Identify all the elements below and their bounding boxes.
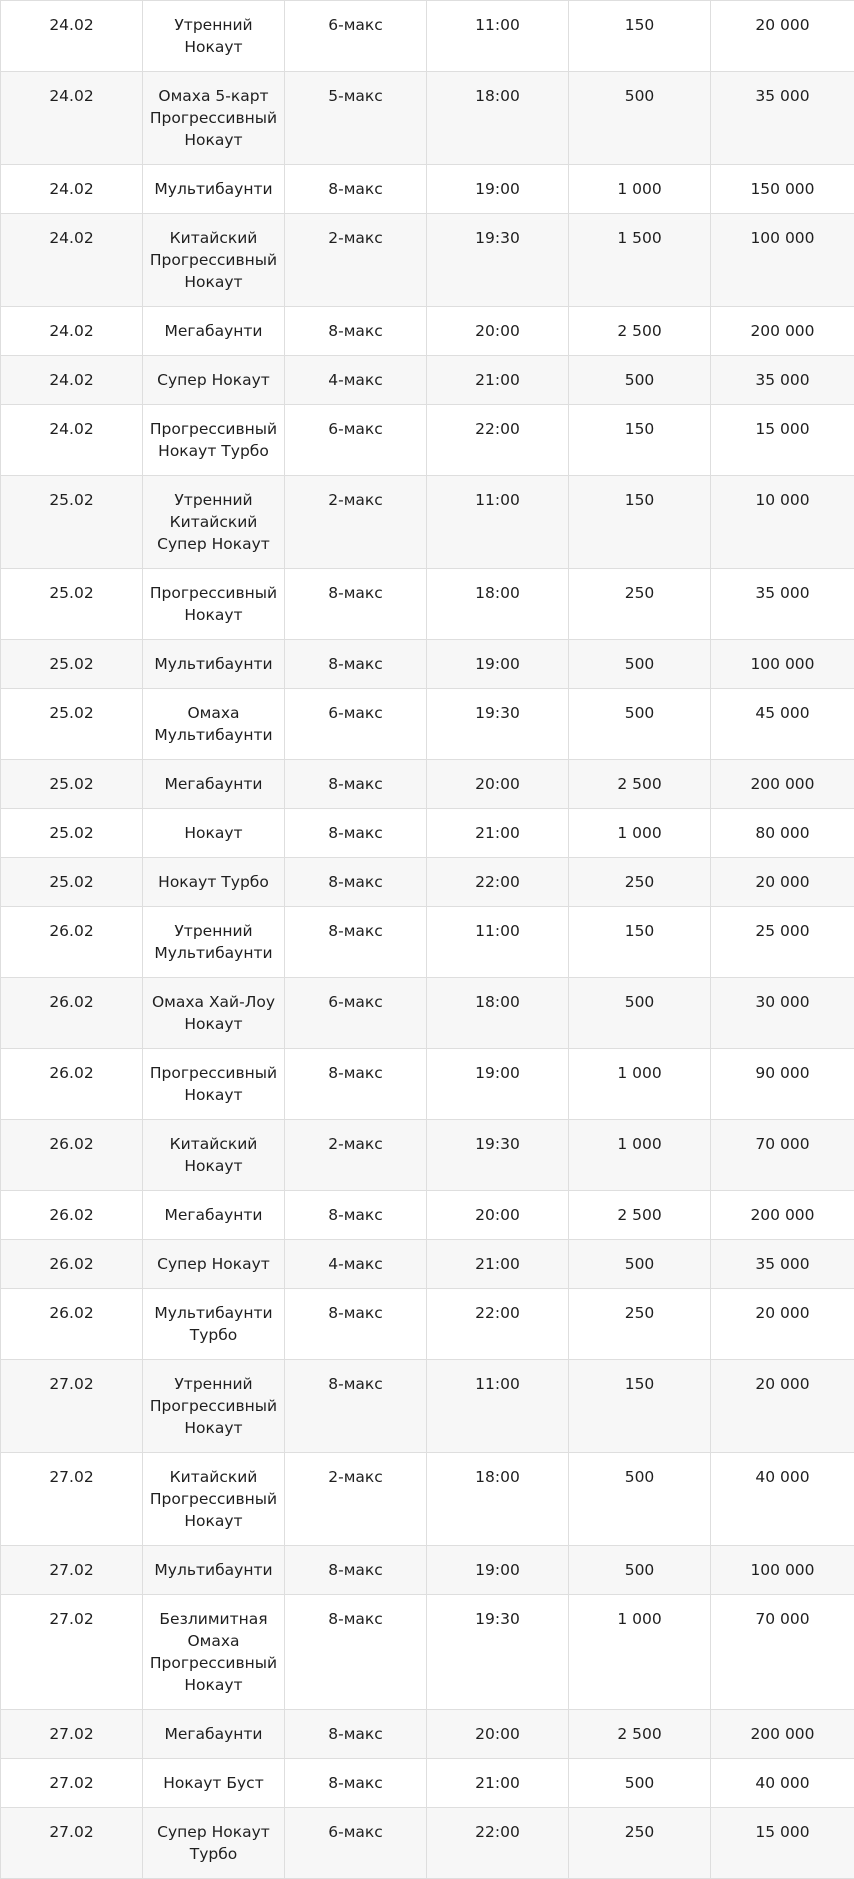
table-format-cell: 8-макс (285, 165, 427, 214)
table-row (1, 858, 854, 907)
buyin-cell: 150 (569, 1, 711, 72)
buyin-cell: 1 000 (569, 1120, 711, 1191)
table-format-cell: 6-макс (285, 405, 427, 476)
tournament-name-line: Китайский (149, 227, 278, 249)
buyin-cell: 500 (569, 1240, 711, 1289)
buyin-cell: 1 000 (569, 1595, 711, 1710)
start-time-cell: 21:00 (427, 809, 569, 858)
guarantee-cell: 20 000 (711, 858, 854, 907)
guarantee-cell: 70 000 (711, 1120, 854, 1191)
guarantee-cell: 80 000 (711, 809, 854, 858)
tournament-name-line: Омаха (149, 702, 278, 724)
tournament-name-line: Нокаут Турбо (149, 440, 278, 462)
tournament-name-line: Безлимитная (149, 1608, 278, 1630)
start-time-cell: 20:00 (427, 1191, 569, 1240)
tournament-name-line: Мультибаунти (149, 653, 278, 675)
date-cell: 27.02 (1, 1453, 143, 1546)
table-row (1, 689, 854, 760)
table-row (1, 1710, 854, 1759)
guarantee-cell: 25 000 (711, 907, 854, 978)
table-row (1, 72, 854, 165)
tournament-name-line: Мультибаунти (149, 1559, 278, 1581)
start-time-cell: 11:00 (427, 476, 569, 569)
date-cell: 25.02 (1, 760, 143, 809)
tournament-name-line: Нокаут (149, 1674, 278, 1696)
tournament-name-cell (143, 1710, 285, 1759)
start-time-cell: 22:00 (427, 858, 569, 907)
buyin-cell: 2 500 (569, 760, 711, 809)
buyin-cell: 500 (569, 1453, 711, 1546)
table-format-cell: 4-макс (285, 356, 427, 405)
buyin-cell: 150 (569, 476, 711, 569)
date-cell: 24.02 (1, 405, 143, 476)
tournament-name-line: Утренний (149, 920, 278, 942)
tournament-name-cell (143, 760, 285, 809)
date-cell: 25.02 (1, 858, 143, 907)
date-cell: 27.02 (1, 1759, 143, 1808)
start-time-cell: 19:00 (427, 165, 569, 214)
tournament-name-cell (143, 1049, 285, 1120)
buyin-cell: 1 000 (569, 165, 711, 214)
date-cell: 26.02 (1, 1289, 143, 1360)
buyin-cell: 500 (569, 640, 711, 689)
start-time-cell: 20:00 (427, 307, 569, 356)
tournament-name-line: Прогрессивный (149, 1062, 278, 1084)
start-time-cell: 21:00 (427, 1759, 569, 1808)
tournament-name-line: Прогрессивный (149, 1652, 278, 1674)
table-row (1, 165, 854, 214)
tournament-name-line: Нокаут (149, 1510, 278, 1532)
date-cell: 25.02 (1, 569, 143, 640)
date-cell: 27.02 (1, 1360, 143, 1453)
table-format-cell: 8-макс (285, 1289, 427, 1360)
tournament-name-line: Прогрессивный (149, 1395, 278, 1417)
table-format-cell: 8-макс (285, 1191, 427, 1240)
table-row (1, 1289, 854, 1360)
start-time-cell: 19:00 (427, 1546, 569, 1595)
table-format-cell: 8-макс (285, 809, 427, 858)
start-time-cell: 19:30 (427, 689, 569, 760)
guarantee-cell: 15 000 (711, 1808, 854, 1879)
tournament-name-cell (143, 689, 285, 760)
start-time-cell: 18:00 (427, 978, 569, 1049)
table-row (1, 1120, 854, 1191)
buyin-cell: 2 500 (569, 1710, 711, 1759)
guarantee-cell: 35 000 (711, 569, 854, 640)
tournament-name-cell (143, 640, 285, 689)
buyin-cell: 1 000 (569, 809, 711, 858)
table-format-cell: 8-макс (285, 1710, 427, 1759)
date-cell: 24.02 (1, 214, 143, 307)
guarantee-cell: 20 000 (711, 1289, 854, 1360)
tournament-name-cell (143, 858, 285, 907)
start-time-cell: 18:00 (427, 72, 569, 165)
start-time-cell: 22:00 (427, 405, 569, 476)
date-cell: 24.02 (1, 356, 143, 405)
table-format-cell: 8-макс (285, 1759, 427, 1808)
tournament-name-line: Турбо (149, 1843, 278, 1865)
start-time-cell: 19:30 (427, 1120, 569, 1191)
table-row (1, 356, 854, 405)
table-row (1, 476, 854, 569)
tournament-name-line: Мегабаунти (149, 1204, 278, 1226)
tournament-name-cell (143, 476, 285, 569)
table-row (1, 1049, 854, 1120)
guarantee-cell: 200 000 (711, 307, 854, 356)
tournament-name-line: Супер Нокаут (149, 533, 278, 555)
start-time-cell: 18:00 (427, 1453, 569, 1546)
tournament-name-line: Мультибаунти (149, 724, 278, 746)
tournament-name-line: Прогрессивный (149, 1488, 278, 1510)
table-row (1, 760, 854, 809)
tournament-name-line: Мегабаунти (149, 773, 278, 795)
table-format-cell: 5-макс (285, 72, 427, 165)
table-format-cell: 8-макс (285, 760, 427, 809)
date-cell: 27.02 (1, 1710, 143, 1759)
table-format-cell: 8-макс (285, 1546, 427, 1595)
start-time-cell: 22:00 (427, 1808, 569, 1879)
table-format-cell: 8-макс (285, 1049, 427, 1120)
tournament-name-line: Китайский (149, 1133, 278, 1155)
buyin-cell: 2 500 (569, 307, 711, 356)
table-format-cell: 6-макс (285, 689, 427, 760)
date-cell: 26.02 (1, 907, 143, 978)
buyin-cell: 250 (569, 1808, 711, 1879)
tournament-name-cell (143, 1191, 285, 1240)
guarantee-cell: 35 000 (711, 72, 854, 165)
buyin-cell: 250 (569, 569, 711, 640)
date-cell: 26.02 (1, 1240, 143, 1289)
buyin-cell: 2 500 (569, 1191, 711, 1240)
guarantee-cell: 150 000 (711, 165, 854, 214)
table-format-cell: 8-макс (285, 569, 427, 640)
table-format-cell: 2-макс (285, 476, 427, 569)
table-format-cell: 8-макс (285, 640, 427, 689)
date-cell: 26.02 (1, 1049, 143, 1120)
table-row (1, 1, 854, 72)
buyin-cell: 150 (569, 1360, 711, 1453)
date-cell: 25.02 (1, 689, 143, 760)
start-time-cell: 21:00 (427, 356, 569, 405)
tournament-name-cell (143, 1546, 285, 1595)
tournament-name-cell (143, 1453, 285, 1546)
guarantee-cell: 100 000 (711, 1546, 854, 1595)
table-format-cell: 6-макс (285, 978, 427, 1049)
date-cell: 26.02 (1, 1120, 143, 1191)
tournament-name-cell (143, 1595, 285, 1710)
tournament-name-line: Нокаут (149, 822, 278, 844)
table-row (1, 1595, 854, 1710)
start-time-cell: 22:00 (427, 1289, 569, 1360)
tournament-name-line: Мультибаунти (149, 1302, 278, 1324)
tournament-name-line: Нокаут (149, 271, 278, 293)
table-format-cell: 2-макс (285, 1453, 427, 1546)
buyin-cell: 500 (569, 689, 711, 760)
table-row (1, 1360, 854, 1453)
date-cell: 24.02 (1, 1, 143, 72)
tournament-name-cell (143, 907, 285, 978)
start-time-cell: 19:30 (427, 214, 569, 307)
date-cell: 25.02 (1, 476, 143, 569)
guarantee-cell: 200 000 (711, 1191, 854, 1240)
buyin-cell: 500 (569, 1546, 711, 1595)
table-format-cell: 6-макс (285, 1, 427, 72)
start-time-cell: 11:00 (427, 907, 569, 978)
tournament-name-cell (143, 978, 285, 1049)
buyin-cell: 500 (569, 72, 711, 165)
guarantee-cell: 10 000 (711, 476, 854, 569)
guarantee-cell: 200 000 (711, 1710, 854, 1759)
tournament-name-line: Мегабаунти (149, 320, 278, 342)
table-row (1, 1191, 854, 1240)
table-format-cell: 6-макс (285, 1808, 427, 1879)
guarantee-cell: 70 000 (711, 1595, 854, 1710)
tournament-name-cell (143, 809, 285, 858)
buyin-cell: 1 000 (569, 1049, 711, 1120)
buyin-cell: 150 (569, 405, 711, 476)
tournament-name-line: Супер Нокаут (149, 1821, 278, 1843)
start-time-cell: 20:00 (427, 760, 569, 809)
table-row (1, 907, 854, 978)
tournament-name-line: Нокаут (149, 604, 278, 626)
tournament-name-line: Омаха 5-карт (149, 85, 278, 107)
tournament-name-line: Мультибаунти (149, 942, 278, 964)
date-cell: 24.02 (1, 307, 143, 356)
tournament-name-cell (143, 1, 285, 72)
tournament-name-line: Нокаут (149, 129, 278, 151)
tournament-name-line: Прогрессивный (149, 249, 278, 271)
table-row (1, 1759, 854, 1808)
tournament-name-line: Утренний (149, 14, 278, 36)
tournament-name-cell (143, 165, 285, 214)
guarantee-cell: 100 000 (711, 214, 854, 307)
date-cell: 25.02 (1, 640, 143, 689)
tournament-name-line: Нокаут (149, 1155, 278, 1177)
guarantee-cell: 15 000 (711, 405, 854, 476)
tournament-name-line: Утренний (149, 1373, 278, 1395)
buyin-cell: 250 (569, 858, 711, 907)
table-format-cell: 2-макс (285, 214, 427, 307)
table-format-cell: 8-макс (285, 1360, 427, 1453)
date-cell: 27.02 (1, 1546, 143, 1595)
table-row (1, 569, 854, 640)
table-row (1, 1546, 854, 1595)
table-row (1, 1240, 854, 1289)
table-format-cell: 4-макс (285, 1240, 427, 1289)
start-time-cell: 11:00 (427, 1360, 569, 1453)
schedule-body (1, 1, 854, 1879)
date-cell: 27.02 (1, 1808, 143, 1879)
tournament-name-cell (143, 1289, 285, 1360)
tournament-name-line: Мультибаунти (149, 178, 278, 200)
tournament-name-cell (143, 1360, 285, 1453)
table-format-cell: 8-макс (285, 858, 427, 907)
tournament-name-cell (143, 307, 285, 356)
tournament-name-cell (143, 1759, 285, 1808)
date-cell: 26.02 (1, 978, 143, 1049)
tournament-name-cell (143, 72, 285, 165)
tournament-name-line: Мегабаунти (149, 1723, 278, 1745)
tournament-name-line: Нокаут (149, 1013, 278, 1035)
tournament-name-cell (143, 405, 285, 476)
tournament-name-line: Нокаут Турбо (149, 871, 278, 893)
date-cell: 26.02 (1, 1191, 143, 1240)
tournament-name-line: Омаха Хай-Лоу (149, 991, 278, 1013)
start-time-cell: 19:00 (427, 640, 569, 689)
date-cell: 27.02 (1, 1595, 143, 1710)
buyin-cell: 1 500 (569, 214, 711, 307)
buyin-cell: 150 (569, 907, 711, 978)
start-time-cell: 11:00 (427, 1, 569, 72)
guarantee-cell: 20 000 (711, 1, 854, 72)
table-row (1, 978, 854, 1049)
table-row (1, 1453, 854, 1546)
tournament-name-line: Китайский (149, 511, 278, 533)
tournament-name-line: Супер Нокаут (149, 369, 278, 391)
tournament-name-line: Супер Нокаут (149, 1253, 278, 1275)
tournament-name-line: Прогрессивный (149, 418, 278, 440)
date-cell: 24.02 (1, 165, 143, 214)
guarantee-cell: 90 000 (711, 1049, 854, 1120)
guarantee-cell: 45 000 (711, 689, 854, 760)
guarantee-cell: 100 000 (711, 640, 854, 689)
tournament-name-cell (143, 214, 285, 307)
tournament-name-cell (143, 569, 285, 640)
tournament-name-cell (143, 1120, 285, 1191)
table-format-cell: 2-макс (285, 1120, 427, 1191)
start-time-cell: 21:00 (427, 1240, 569, 1289)
tournament-name-line: Нокаут Буст (149, 1772, 278, 1794)
tournament-name-line: Утренний (149, 489, 278, 511)
guarantee-cell: 35 000 (711, 356, 854, 405)
guarantee-cell: 40 000 (711, 1453, 854, 1546)
tournament-name-cell (143, 1808, 285, 1879)
buyin-cell: 500 (569, 1759, 711, 1808)
tournament-name-line: Китайский (149, 1466, 278, 1488)
buyin-cell: 500 (569, 978, 711, 1049)
table-format-cell: 8-макс (285, 1595, 427, 1710)
guarantee-cell: 20 000 (711, 1360, 854, 1453)
start-time-cell: 18:00 (427, 569, 569, 640)
guarantee-cell: 30 000 (711, 978, 854, 1049)
guarantee-cell: 200 000 (711, 760, 854, 809)
tournament-name-cell (143, 356, 285, 405)
date-cell: 24.02 (1, 72, 143, 165)
table-row (1, 307, 854, 356)
guarantee-cell: 35 000 (711, 1240, 854, 1289)
start-time-cell: 19:00 (427, 1049, 569, 1120)
table-format-cell: 8-макс (285, 907, 427, 978)
buyin-cell: 250 (569, 1289, 711, 1360)
table-row (1, 405, 854, 476)
table-row (1, 214, 854, 307)
date-cell: 25.02 (1, 809, 143, 858)
tournament-name-line: Прогрессивный (149, 582, 278, 604)
guarantee-cell: 40 000 (711, 1759, 854, 1808)
tournament-name-cell (143, 1240, 285, 1289)
table-format-cell: 8-макс (285, 307, 427, 356)
table-row (1, 1808, 854, 1879)
tournament-name-line: Нокаут (149, 36, 278, 58)
table-row (1, 809, 854, 858)
tournament-name-line: Турбо (149, 1324, 278, 1346)
tournament-name-line: Нокаут (149, 1084, 278, 1106)
buyin-cell: 500 (569, 356, 711, 405)
table-row (1, 640, 854, 689)
tournament-name-line: Омаха (149, 1630, 278, 1652)
start-time-cell: 19:30 (427, 1595, 569, 1710)
start-time-cell: 20:00 (427, 1710, 569, 1759)
tournament-name-line: Нокаут (149, 1417, 278, 1439)
tournament-name-line: Прогрессивный (149, 107, 278, 129)
